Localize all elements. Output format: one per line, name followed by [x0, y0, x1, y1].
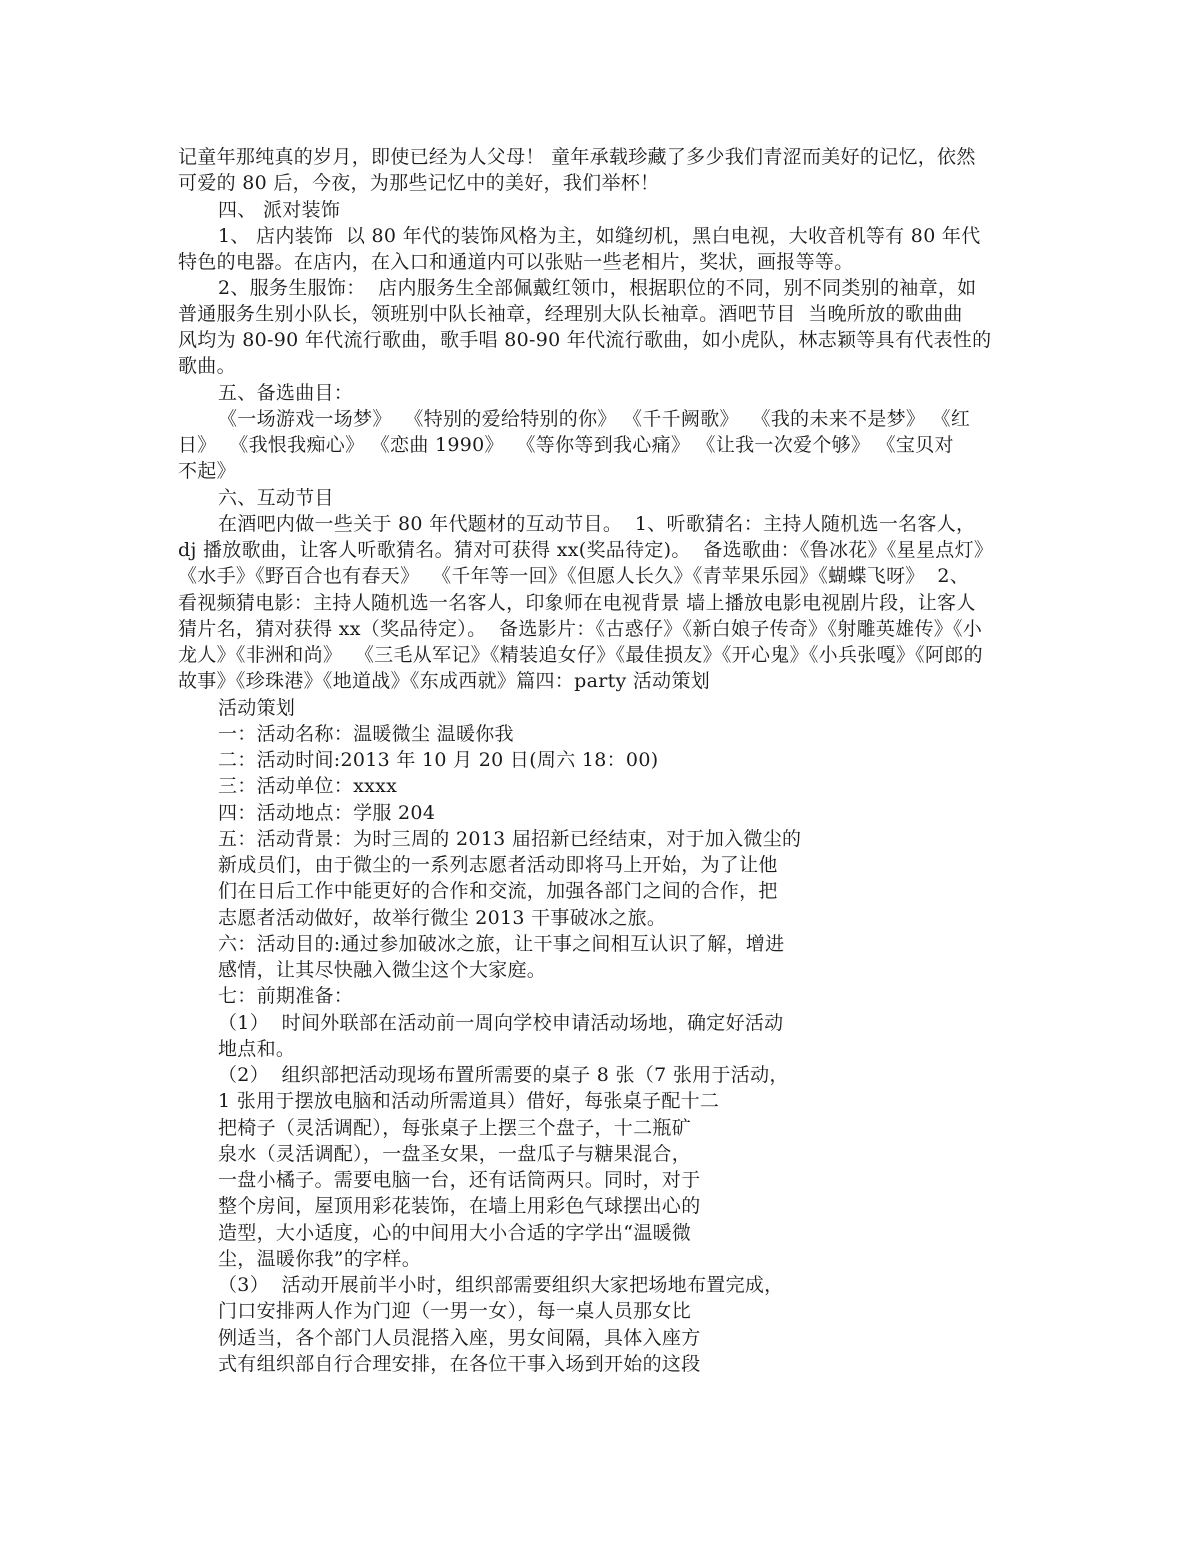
text-line: 故事》《珍珠港》《地道战》《东成西就》篇四：party 活动策划 — [178, 670, 711, 692]
text-line: 四：活动地点：学服 204 — [218, 802, 436, 824]
text-line: 不起》 — [178, 460, 236, 482]
text-line: 特色的电器。在店内，在入口和通道内可以张贴一些老相片，奖状，画报等等。 — [178, 251, 854, 273]
text-line: 六：活动目的:通过参加破冰之旅，让干事之间相互认识了解，增进 — [218, 933, 785, 955]
text-line: 门口安排两人作为门迎（一男一女），每一桌人员那女比 — [218, 1300, 692, 1322]
section-heading: 五、备选曲目： — [218, 382, 354, 404]
text-line: 《一场游戏一场梦》 《特别的爱给特别的你》 《千千阙歌》 《我的未来不是梦》 《红 — [218, 408, 971, 430]
text-line: 造型，大小适度，心的中间用大小合适的字学出“温暖微 — [218, 1222, 692, 1244]
text-line: 尘，温暖你我”的字样。 — [218, 1248, 422, 1270]
text-line: 们在日后工作中能更好的合作和交流，加强各部门之间的合作，把 — [218, 880, 778, 902]
text-line: （2） 组织部把活动现场布置所需要的桌子 8 张（7 张用于活动， — [218, 1064, 789, 1086]
text-line: 歌曲。 — [178, 355, 236, 377]
text-line: 把椅子（灵活调配），每张桌子上摆三个盘子，十二瓶矿 — [218, 1117, 692, 1139]
text-line: 三：活动单位：xxxx — [218, 775, 398, 797]
text-line: 志愿者活动做好，故举行微尘 2013 干事破冰之旅。 — [218, 907, 667, 929]
text-line: 式有组织部自行合理安排，在各位干事入场到开始的这段 — [218, 1353, 701, 1375]
text-line: （3） 活动开展前半小时，组织部需要组织大家把场地布置完成， — [218, 1274, 784, 1296]
text-line: 1、 店内装饰 以 80 年代的装饰风格为主，如缝纫机，黑白电视，大收音机等有 80 年代 — [218, 225, 981, 247]
text-line: 记童年那纯真的岁月，即使已经为人父母！ 童年承载珍藏了多少我们青涩而美好的记忆，依然 — [178, 146, 976, 168]
section-heading: 四、 派对装饰 — [218, 199, 341, 221]
text-line: 普通服务生别小队长，领班别中队长袖章，经理别大队长袖章。酒吧节目 当晚所放的歌曲曲 — [178, 303, 963, 325]
text-line: 《水手》《野百合也有春天》 《千年等一回》《但愿人长久》《青苹果乐园》《蝴蝶飞呀》 2、 — [178, 565, 970, 587]
text-line: 龙人》《非洲和尚》 《三毛从军记》《精装追女仔》《最佳损友》《开心鬼》《小兵张嘎》《阿郎的 — [178, 644, 983, 666]
text-line: 一盘小橘子。需要电脑一台，还有话筒两只。同时，对于 — [218, 1169, 701, 1191]
text-line: 例适当，各个部门人员混搭入座，男女间隔，具体入座方 — [218, 1327, 701, 1349]
section-heading: 活动策划 — [218, 697, 296, 719]
text-line: 日》 《我恨我痴心》 《恋曲 1990》 《等你等到我心痛》 《让我一次爱个够》 《宝贝对 — [178, 434, 954, 456]
text-line: （1） 时间外联部在活动前一周向学校申请活动场地，确定好活动 — [218, 1012, 784, 1034]
text-line: 看视频猜电影：主持人随机选一名客人，印象师在电视背景 墙上播放电影电视剧片段，让客人 — [178, 592, 976, 614]
text-line: 地点和。 — [218, 1038, 296, 1060]
text-line: 1 张用于摆放电脑和活动所需道具）借好，每张桌子配十二 — [218, 1090, 720, 1112]
text-line: 整个房间，屋顶用彩花装饰，在墙上用彩色气球摆出心的 — [218, 1195, 701, 1217]
text-line: 泉水（灵活调配），一盘圣女果，一盘瓜子与糖果混合， — [218, 1143, 692, 1165]
text-line: 2、服务生服饰： 店内服务生全部佩戴红领巾，根据职位的不同，别不同类别的袖章，如 — [218, 277, 977, 299]
text-line: 在酒吧内做一些关于 80 年代题材的互动节目。 1、听歌猜名：主持人随机选一名客人， — [218, 513, 976, 535]
text-line: 可爱的 80 后，今夜，为那些记忆中的美好，我们举杯！ — [178, 172, 660, 194]
text-line: 感情，让其尽快融入微尘这个大家庭。 — [218, 959, 547, 981]
text-line: 一：活动名称：温暖微尘 温暖你我 — [218, 723, 514, 745]
text-line: 新成员们，由于微尘的一系列志愿者活动即将马上开始，为了让他 — [218, 854, 778, 876]
text-line: 风均为 80-90 年代流行歌曲，歌手唱 80-90 年代流行歌曲，如小虎队，林志颖等具有代表性的 — [178, 329, 992, 351]
text-line: dj 播放歌曲，让客人听歌猜名。猜对可获得 xx(奖品待定)。 备选歌曲：《鲁冰花》《星星点灯》 — [178, 539, 994, 561]
section-heading: 六、互动节目 — [218, 487, 334, 509]
text-line: 二：活动时间:2013 年 10 月 20 日(周六 18：00) — [218, 749, 659, 771]
text-line: 七：前期准备： — [218, 985, 354, 1007]
text-line: 五：活动背景：为时三周的 2013 届招新已经结束，对于加入微尘的 — [218, 828, 802, 850]
text-line: 猜片名，猜对获得 xx（奖品待定）。 备选影片：《古惑仔》《新白娘子传奇》《射雕英雄传》《小 — [178, 618, 983, 640]
